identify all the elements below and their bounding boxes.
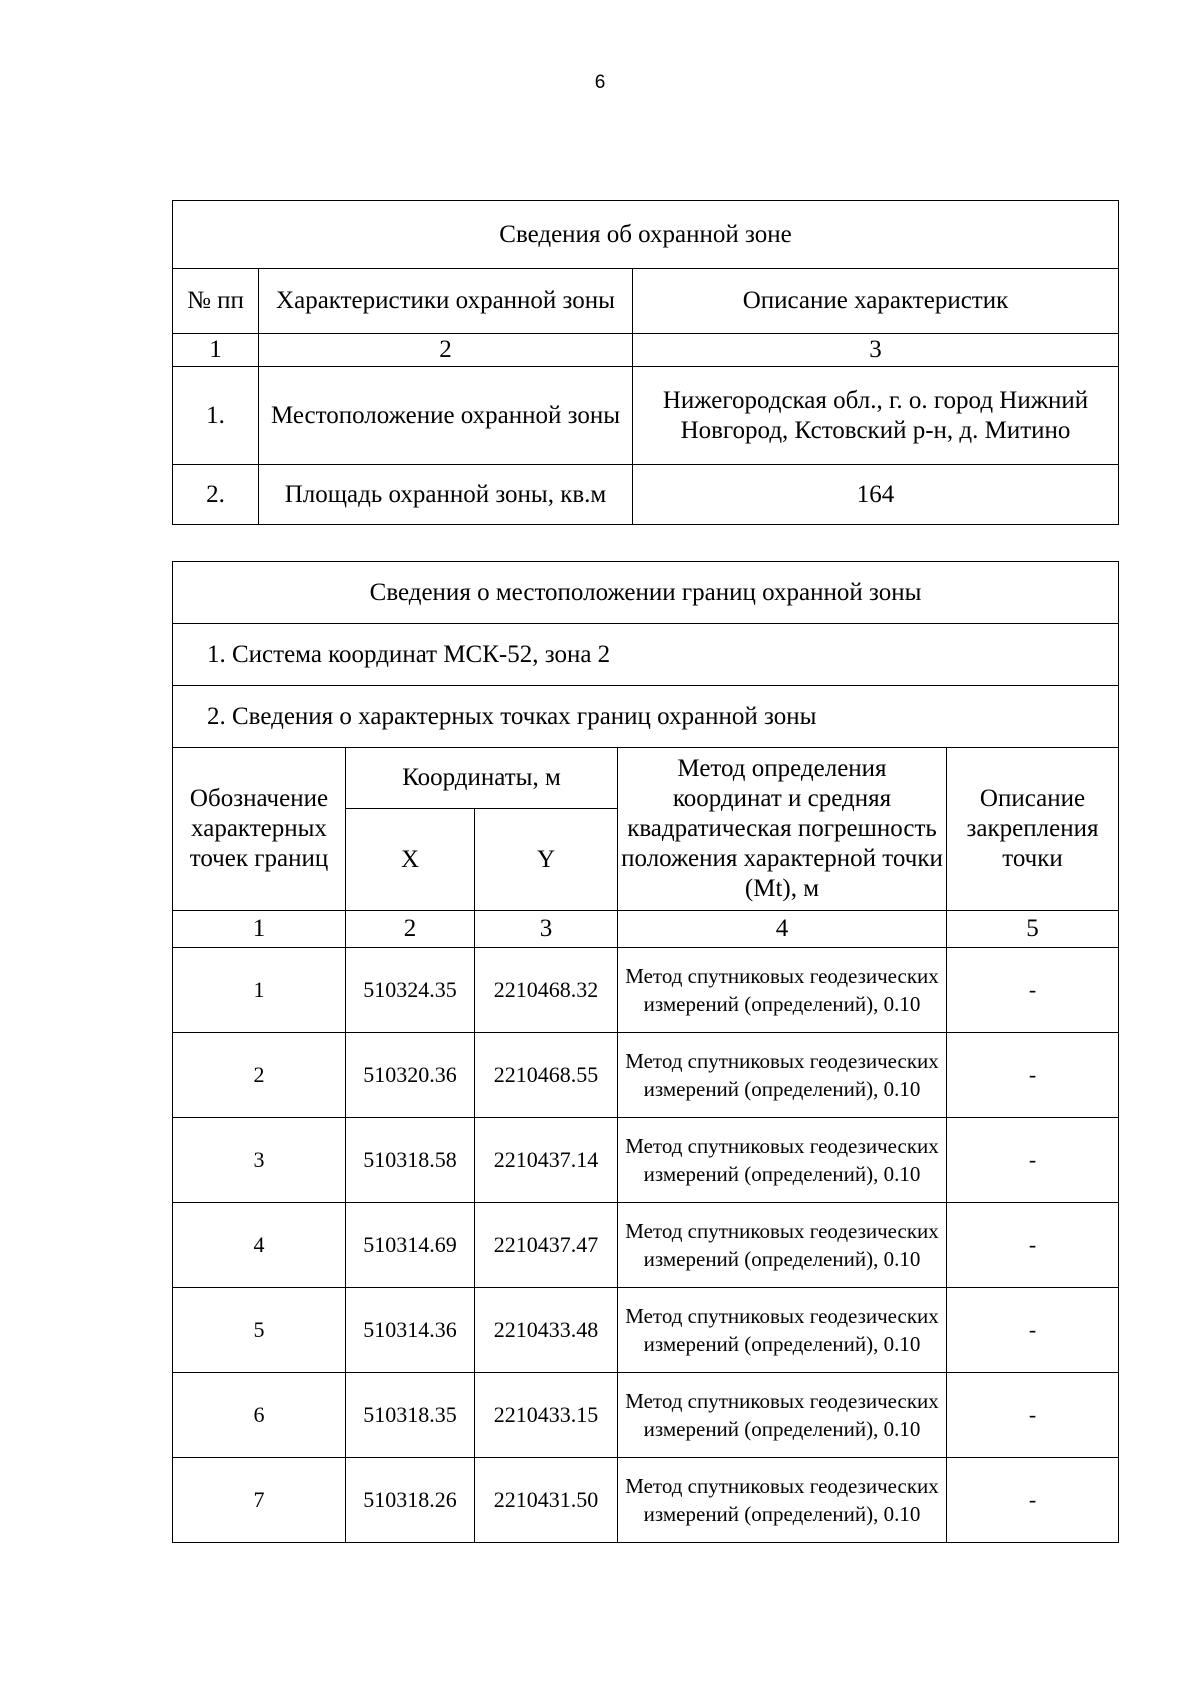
point-id: 2 (173, 1033, 346, 1118)
point-fixing: - (947, 1373, 1119, 1458)
table-row (173, 465, 1119, 525)
point-y: 2210437.14 (475, 1118, 618, 1203)
point-x: 510318.35 (346, 1373, 475, 1458)
characteristic-description: Нижегородская обл., г. о. город Нижний Новгород, Кстовский р-н, д. Митино (633, 367, 1119, 465)
point-method: Метод спутниковых геодезических измерений (определений), 0.10 (618, 1458, 947, 1543)
point-y: 2210433.48 (475, 1288, 618, 1373)
point-x: 510314.36 (346, 1288, 475, 1373)
characteristic-name: Местоположение охранной зоны (259, 367, 633, 465)
point-method: Метод спутниковых геодезических измерений (определений), 0.10 (618, 1203, 947, 1288)
column-number: 2 (346, 911, 475, 948)
table-row (173, 1203, 1119, 1288)
header-description: Описание характеристик (633, 269, 1119, 334)
point-y: 2210431.50 (475, 1458, 618, 1543)
table-row (173, 948, 1119, 1033)
page-number: 6 (594, 72, 606, 93)
point-fixing: - (947, 1203, 1119, 1288)
header-fixing: Описание закрепления точки (947, 748, 1119, 911)
point-id: 1 (173, 948, 346, 1033)
point-y: 2210433.15 (475, 1373, 618, 1458)
point-method: Метод спутниковых геодезических измерений (определений), 0.10 (618, 1373, 947, 1458)
point-method: Метод спутниковых геодезических измерений (определений), 0.10 (618, 1288, 947, 1373)
boundary-table-title: Сведения о местоположении границ охранной зоны (173, 562, 1119, 624)
column-number: 2 (259, 334, 633, 367)
header-designation: Обозначение характерных точек границ (173, 748, 346, 911)
point-x: 510314.69 (346, 1203, 475, 1288)
column-number: 3 (475, 911, 618, 948)
point-method: Метод спутниковых геодезических измерений (определений), 0.10 (618, 1033, 947, 1118)
column-number: 5 (947, 911, 1119, 948)
point-id: 4 (173, 1203, 346, 1288)
column-number: 1 (173, 334, 259, 367)
table-row (173, 1033, 1119, 1118)
column-number: 3 (633, 334, 1119, 367)
point-id: 3 (173, 1118, 346, 1203)
point-id: 5 (173, 1288, 346, 1373)
point-id: 7 (173, 1458, 346, 1543)
point-x: 510320.36 (346, 1033, 475, 1118)
protection-zone-table (172, 200, 1119, 525)
point-fixing: - (947, 1288, 1119, 1373)
point-id: 6 (173, 1373, 346, 1458)
boundary-location-table (172, 561, 1119, 1543)
header-y: Y (475, 809, 618, 911)
point-x: 510318.58 (346, 1118, 475, 1203)
point-x: 510324.35 (346, 948, 475, 1033)
characteristic-description: 164 (633, 465, 1119, 525)
point-fixing: - (947, 948, 1119, 1033)
table-row (173, 1458, 1119, 1543)
row-number: 2. (173, 465, 259, 525)
point-method: Метод спутниковых геодезических измерений (определений), 0.10 (618, 948, 947, 1033)
header-characteristic: Характеристики охранной зоны (259, 269, 633, 334)
table-row (173, 1288, 1119, 1373)
header-coordinates: Координаты, м (346, 748, 618, 809)
point-y: 2210468.32 (475, 948, 618, 1033)
point-fixing: - (947, 1118, 1119, 1203)
point-x: 510318.26 (346, 1458, 475, 1543)
points-section-title: 2. Сведения о характерных точках границ охранной зоны (173, 686, 1119, 748)
column-number: 1 (173, 911, 346, 948)
table-row (173, 1118, 1119, 1203)
header-method: Метод определения координат и средняя квадратическая погрешность положения характерной точки (Mt), м (618, 748, 947, 911)
coordinate-system: 1. Система координат МСК-52, зона 2 (173, 624, 1119, 686)
column-number: 4 (618, 911, 947, 948)
point-y: 2210468.55 (475, 1033, 618, 1118)
header-x: X (346, 809, 475, 911)
point-fixing: - (947, 1458, 1119, 1543)
point-y: 2210437.47 (475, 1203, 618, 1288)
point-fixing: - (947, 1033, 1119, 1118)
zone-table-title: Сведения об охранной зоне (173, 201, 1119, 269)
point-method: Метод спутниковых геодезических измерений (определений), 0.10 (618, 1118, 947, 1203)
header-row-number: № пп (173, 269, 259, 334)
table-row (173, 367, 1119, 465)
table-row (173, 1373, 1119, 1458)
row-number: 1. (173, 367, 259, 465)
characteristic-name: Площадь охранной зоны, кв.м (259, 465, 633, 525)
